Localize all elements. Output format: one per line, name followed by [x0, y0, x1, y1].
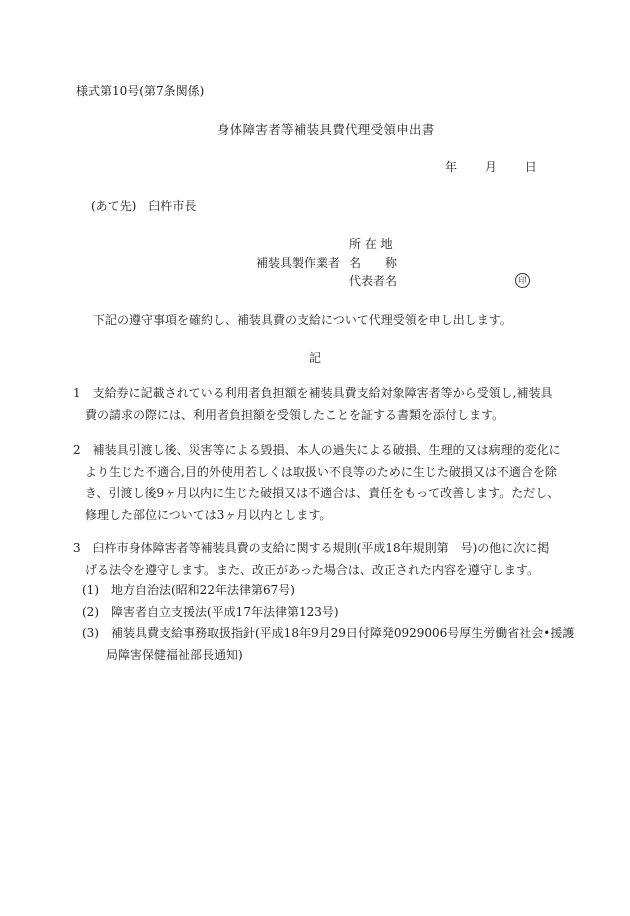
item-1 [73, 383, 552, 426]
item-2 [73, 440, 561, 526]
item-1-line: 1 支給券に記載されている利用者負担額を補装具費支給対象障害者等から受領し,補装具 [73, 386, 553, 400]
item-1-line: 費の請求の際には、利用者負担額を受領したことを証する書類を添付します。 [73, 407, 505, 422]
item-2-line: き、引渡し後9ヶ月以内に生じた破損又は不適合は、責任をもって改善します。ただし、 [73, 486, 560, 500]
document-title: 身体障害者等補装具費代理受領申出書 [217, 122, 435, 137]
item-3 [73, 538, 549, 581]
representative-label: 代表者名 [349, 274, 398, 288]
addressee: (あて先) 臼杵市長 [91, 199, 197, 213]
sub-item: (2) 障害者自立支援法(平成17年法律第123号) [82, 604, 339, 619]
form-number: 様式第10号(第7条関係) [76, 84, 205, 98]
date-month: 月 [484, 160, 497, 174]
date-day: 日 [524, 160, 537, 174]
item-2-line: 2 補装具引渡し後、災害等による毀損、本人の過失による破損、生理的又は病理的変化に [73, 443, 561, 457]
sub-item: (3) 補装具費支給事務取扱指針(平成18年9月29日付障発0929006号厚生労働省社会•援護 [82, 626, 575, 640]
sub-item: (1) 地方自治法(昭和22年法律第67号) [82, 583, 295, 597]
ki-heading: 記 [309, 351, 322, 365]
applicant-role: 補装具製作業者 [256, 256, 341, 270]
sub-item: 局障害保健福祉部長通知) [82, 647, 243, 662]
item-3-line: げる法令を遵守します。また、改正があった場合は、改正された内容を遵守します。 [73, 562, 539, 577]
address-label: 所 在 地 [349, 237, 393, 251]
company-name-label: 名 称 [349, 256, 398, 270]
item-3-line: 3 臼杵市身体障害者等補装具費の支給に関する規則(平成18年規則第 号)の他に次に掲 [73, 541, 550, 555]
date-line [445, 160, 537, 174]
item-2-line: 修理した部位については3ヶ月以内とします。 [73, 507, 332, 522]
item-2-line: より生じた不適合,目的外使用若しくは取扱い不良等のために生じた破損又は不適合を除 [73, 464, 557, 479]
intro-text: 下記の遵守事項を確約し、補装具費の支給について代理受領を申し出します。 [93, 313, 512, 327]
item-3-sub-items [82, 580, 574, 666]
seal-mark: 印 [515, 273, 530, 288]
date-year: 年 [445, 160, 458, 174]
